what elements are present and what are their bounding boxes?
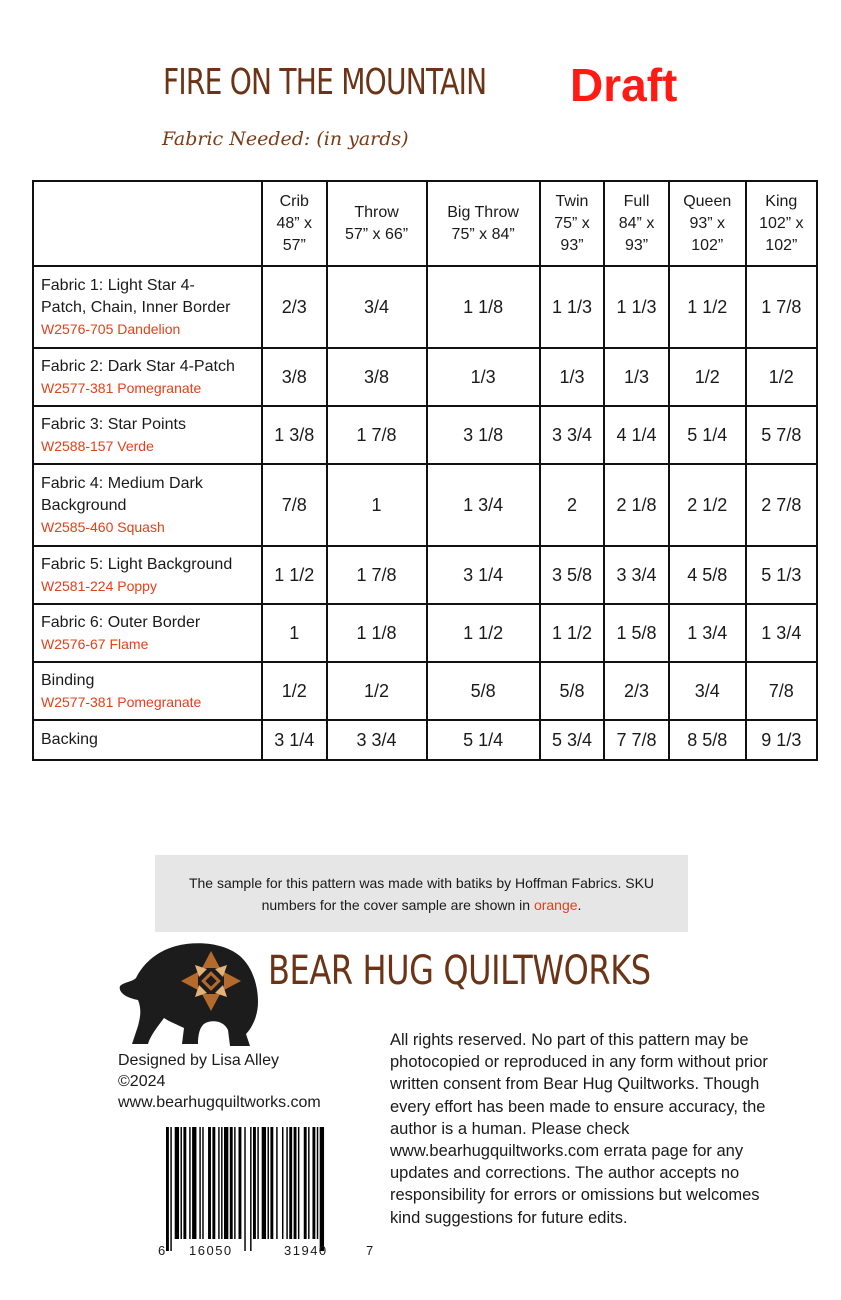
fabric-sku: W2577-381 Pomegranate xyxy=(41,694,202,710)
yardage-cell: 3/8 xyxy=(262,348,327,406)
yardage-cell: 3/8 xyxy=(327,348,427,406)
column-header xyxy=(746,181,817,266)
sample-note-period: . xyxy=(577,896,582,913)
yardage-cell: 2 7/8 xyxy=(746,464,817,546)
yardage-cell: 1 1/3 xyxy=(604,266,669,348)
barcode-bar xyxy=(224,1127,228,1239)
fabric-requirements-table xyxy=(32,180,818,761)
yardage-cell: 1 1/8 xyxy=(427,266,540,348)
barcode-bar xyxy=(170,1127,171,1251)
website-link[interactable]: www.bearhugquiltworks.com xyxy=(118,1094,321,1111)
yardage-cell: 3 1/4 xyxy=(427,546,540,604)
table-row xyxy=(33,546,817,604)
yardage-cell: 3 3/4 xyxy=(540,406,605,464)
column-header-line: 93” x xyxy=(689,214,726,232)
barcode-bar xyxy=(276,1127,277,1239)
yardage-cell: 1 3/4 xyxy=(669,604,746,662)
credits-block xyxy=(118,1050,321,1113)
yardage-cell: 1 3/4 xyxy=(427,464,540,546)
column-header xyxy=(427,181,540,266)
bear-with-star-logo-icon xyxy=(118,938,263,1050)
fabric-label-cell xyxy=(33,348,262,406)
column-header-line: 75” x 84” xyxy=(451,225,515,243)
barcode-bar xyxy=(212,1127,215,1239)
barcode-digit-left: 6 xyxy=(158,1243,166,1258)
barcode-digits-group1: 16050 xyxy=(189,1243,233,1258)
barcode-bar xyxy=(268,1127,269,1239)
fabric-label-line: Patch, Chain, Inner Border xyxy=(41,299,231,316)
yardage-cell: 1 3/4 xyxy=(746,604,817,662)
fabric-needed-subtitle: Fabric Needed: (in yards) xyxy=(162,128,409,150)
yardage-cell: 3/4 xyxy=(327,266,427,348)
yardage-cell: 1/3 xyxy=(427,348,540,406)
fabric-label-line: Fabric 3: Star Points xyxy=(41,416,186,433)
fabric-label-line: Fabric 6: Outer Border xyxy=(41,614,201,631)
barcode-bar xyxy=(175,1127,179,1239)
yardage-cell: 7/8 xyxy=(746,662,817,720)
yardage-cell: 1/2 xyxy=(746,348,817,406)
yardage-cell: 2 1/2 xyxy=(669,464,746,546)
yardage-cell: 1 1/2 xyxy=(427,604,540,662)
fabric-label-cell xyxy=(33,464,262,546)
rights-statement: All rights reserved. No part of this pattern may be photocopied or reproduced in any form without prior written consent from Bear Hug Quiltworks. Though every effort has been made to ensure accuracy, the author is a human. Please check www.bearhugquiltworks.com errata page for any updates and corrections. The author accepts no responsibility for errors or omissions but welcomes kind suggestions for future edits. xyxy=(390,1031,768,1227)
barcode-bar xyxy=(304,1127,307,1239)
fabric-label-cell xyxy=(33,604,262,662)
barcode-bar xyxy=(298,1127,299,1239)
barcode-bar xyxy=(308,1127,309,1239)
fabric-label-cell xyxy=(33,662,262,720)
barcode-bar xyxy=(192,1127,196,1239)
table-row xyxy=(33,662,817,720)
barcode-bar xyxy=(239,1127,242,1239)
yardage-cell: 3/4 xyxy=(669,662,746,720)
yardage-cell: 1 xyxy=(262,604,327,662)
yardage-cell: 1 7/8 xyxy=(746,266,817,348)
barcode-bar xyxy=(166,1127,169,1251)
barcode-bar xyxy=(282,1127,283,1239)
yardage-cell: 1 xyxy=(327,464,427,546)
column-header-line: Queen xyxy=(683,192,732,210)
yardage-cell: 1 7/8 xyxy=(327,406,427,464)
yardage-cell: 5/8 xyxy=(540,662,605,720)
column-header-line: 48” x xyxy=(276,214,313,232)
barcode-bar xyxy=(289,1127,292,1239)
column-header-line: 57” xyxy=(282,236,306,254)
column-header-line: Twin xyxy=(555,192,589,210)
fabric-label-cell xyxy=(33,720,262,760)
fabric-label-line: Background xyxy=(41,497,127,514)
barcode-image xyxy=(152,1127,376,1251)
sample-note xyxy=(155,855,688,932)
column-header xyxy=(262,181,327,266)
yardage-cell: 1 1/3 xyxy=(540,266,605,348)
barcode-digits-group2: 31940 xyxy=(284,1243,328,1258)
corner-header-cell xyxy=(33,181,262,266)
barcode-bar xyxy=(320,1127,324,1251)
yardage-cell: 5 1/4 xyxy=(669,406,746,464)
yardage-cell: 4 5/8 xyxy=(669,546,746,604)
fabric-sku: W2581-224 Poppy xyxy=(41,578,157,594)
yardage-cell: 8 5/8 xyxy=(669,720,746,760)
barcode-bar xyxy=(189,1127,190,1239)
column-header-line: 84” x xyxy=(618,214,655,232)
brand-name: BEAR HUG QUILTWORKS xyxy=(268,948,651,994)
yardage-cell: 2/3 xyxy=(262,266,327,348)
yardage-cell: 1 1/2 xyxy=(262,546,327,604)
barcode-bar xyxy=(218,1127,219,1239)
table-row xyxy=(33,348,817,406)
fabric-sku: W2576-67 Flame xyxy=(41,636,149,652)
yardage-cell: 5 3/4 xyxy=(540,720,605,760)
yardage-cell: 3 5/8 xyxy=(540,546,605,604)
table-row xyxy=(33,720,817,760)
fabric-label-cell xyxy=(33,406,262,464)
yardage-cell: 1/2 xyxy=(327,662,427,720)
column-header-line: 102” x xyxy=(759,214,804,232)
yardage-cell: 9 1/3 xyxy=(746,720,817,760)
column-header xyxy=(604,181,669,266)
column-header xyxy=(669,181,746,266)
yardage-cell: 7/8 xyxy=(262,464,327,546)
yardage-cell: 3 3/4 xyxy=(604,546,669,604)
fabric-label-line: Fabric 1: Light Star 4- xyxy=(41,277,195,294)
barcode-bar xyxy=(230,1127,233,1239)
column-header-line: 93” xyxy=(560,236,584,254)
barcode-bar xyxy=(312,1127,315,1239)
column-header-line: Throw xyxy=(354,203,399,221)
yardage-cell: 4 1/4 xyxy=(604,406,669,464)
barcode-bar xyxy=(202,1127,203,1239)
column-header-line: Full xyxy=(623,192,650,210)
barcode-bar xyxy=(286,1127,287,1239)
yardage-cell: 1 3/8 xyxy=(262,406,327,464)
barcode-bar xyxy=(317,1127,318,1239)
column-header-line: 102” xyxy=(765,236,798,254)
fabric-label-line: Fabric 5: Light Background xyxy=(41,556,233,573)
yardage-cell: 1 1/2 xyxy=(540,604,605,662)
barcode-bar xyxy=(181,1127,182,1239)
barcode-bar xyxy=(183,1127,186,1239)
barcode-bar xyxy=(270,1127,273,1239)
page-title: FIRE ON THE MOUNTAIN xyxy=(163,62,487,103)
barcode-digit-right: 7 xyxy=(366,1243,374,1258)
yardage-cell: 5/8 xyxy=(427,662,540,720)
yardage-cell: 5 1/4 xyxy=(427,720,540,760)
column-header-line: Big Throw xyxy=(447,203,519,221)
yardage-cell: 7 7/8 xyxy=(604,720,669,760)
fabric-label-line: Fabric 4: Medium Dark xyxy=(41,475,203,492)
barcode-bar xyxy=(221,1127,222,1239)
yardage-cell: 5 1/3 xyxy=(746,546,817,604)
column-header xyxy=(327,181,427,266)
yardage-cell: 1 1/8 xyxy=(327,604,427,662)
column-header xyxy=(540,181,605,266)
fabric-label-line: Backing xyxy=(41,731,98,748)
table-row xyxy=(33,604,817,662)
yardage-cell: 1/2 xyxy=(262,662,327,720)
column-header-line: Crib xyxy=(279,192,309,210)
barcode-bar xyxy=(294,1127,297,1239)
yardage-cell: 1/3 xyxy=(540,348,605,406)
designer-credit: Designed by Lisa Alley xyxy=(118,1052,279,1069)
fabric-label-cell xyxy=(33,546,262,604)
table-row xyxy=(33,406,817,464)
column-header-line: 75” x xyxy=(554,214,590,232)
yardage-cell: 2/3 xyxy=(604,662,669,720)
draft-label: Draft xyxy=(570,59,678,111)
fabric-label-cell xyxy=(33,266,262,348)
column-header-line: 93” xyxy=(624,236,649,254)
yardage-cell: 1/2 xyxy=(669,348,746,406)
yardage-cell: 3 3/4 xyxy=(327,720,427,760)
yardage-cell: 2 1/8 xyxy=(604,464,669,546)
yardage-cell: 1 7/8 xyxy=(327,546,427,604)
table-row xyxy=(33,266,817,348)
barcode-bar xyxy=(262,1127,266,1239)
yardage-cell: 1 5/8 xyxy=(604,604,669,662)
sample-note-orange-word: orange xyxy=(533,896,578,913)
yardage-cell: 5 7/8 xyxy=(746,406,817,464)
barcode-bar xyxy=(234,1127,235,1239)
barcode-bar xyxy=(253,1127,256,1239)
barcode-bar xyxy=(208,1127,211,1239)
fabric-label-line: Binding xyxy=(41,672,95,689)
column-header-line: 57” x 66” xyxy=(344,225,409,243)
yardage-cell: 3 1/4 xyxy=(262,720,327,760)
yardage-cell: 1/3 xyxy=(604,348,669,406)
table-row xyxy=(33,464,817,546)
fabric-sku: W2588-157 Verde xyxy=(41,438,154,454)
fabric-sku: W2585-460 Squash xyxy=(41,519,165,535)
fabric-label-line: Fabric 2: Dark Star 4-Patch xyxy=(41,358,235,375)
fabric-sku: W2577-381 Pomegranate xyxy=(41,380,202,396)
column-header-line: King xyxy=(765,192,798,210)
barcode-bar xyxy=(250,1127,251,1251)
yardage-cell: 1 1/2 xyxy=(669,266,746,348)
sample-note-text: The sample for this pattern was made with batiks by Hoffman Fabrics. SKU numbers for the cover sample are shown in xyxy=(188,874,655,913)
barcode-bar xyxy=(257,1127,258,1239)
yardage-cell: 2 xyxy=(540,464,605,546)
fabric-sku: W2576-705 Dandelion xyxy=(41,321,181,337)
copyright-year: ©2024 xyxy=(118,1073,166,1090)
barcode-bar xyxy=(199,1127,200,1239)
yardage-cell: 3 1/8 xyxy=(427,406,540,464)
column-header-line: 102” xyxy=(691,236,724,254)
barcode-bar xyxy=(244,1127,245,1251)
